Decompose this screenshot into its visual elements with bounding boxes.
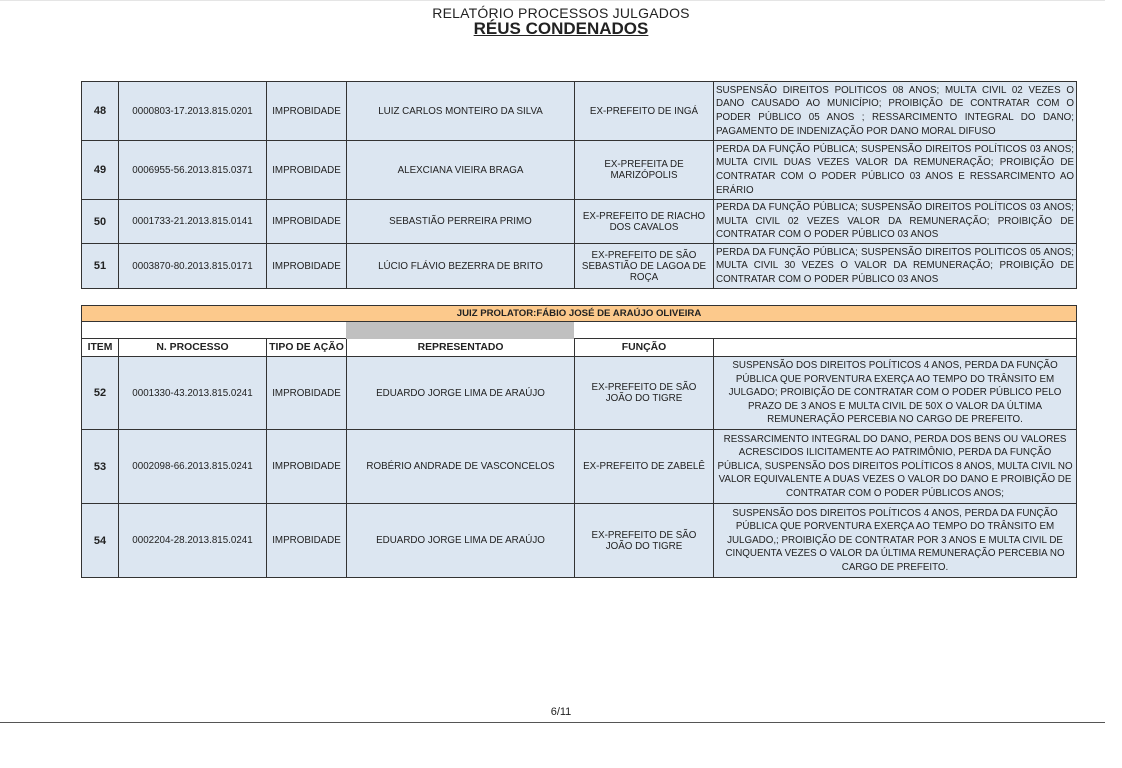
convictions-table-1 [81,81,1077,289]
sancao-cell: SUSPENSÃO DOS DIREITOS POLÍTICOS 4 ANOS, PERDA DA FUNÇÃO PÚBLICA QUE PORVENTURA EXERÇA AO TEMPO DO TRÂNSITO EM JULGADO; PROIBIÇÃO DE CONTRATAR COM O PODER PÚBLICO PELO PRAZO DE 3 ANOS E MULTA CIVIL DE 50X O VALOR DA ÚLTIMA REMUNERAÇÃO PERCEBIA NO CARGO DE PREFEITO. [714,357,1077,430]
table-row [82,244,1077,289]
processo-cell: 0003870-80.2013.815.0171 [119,244,267,289]
tipo-cell: IMPROBIDADE [267,141,347,200]
report-title: RELATÓRIO PROCESSOS JULGADOS [432,5,690,21]
representado-cell: ROBÉRIO ANDRADE DE VASCONCELOS [347,430,575,504]
item-cell: 54 [82,504,119,578]
col-sancao-header [714,339,1077,357]
item-cell: 48 [82,82,119,141]
funcao-cell: EX-PREFEITA DE MARIZÓPOLIS [575,141,714,200]
judge-row [82,306,1077,322]
judge-name: JUIZ PROLATOR:FÁBIO JOSÉ DE ARAÚJO OLIVEIRA [82,306,1077,322]
tipo-cell: IMPROBIDADE [267,200,347,244]
col-item-header: ITEM [82,339,119,357]
processo-cell: 0002098-66.2013.815.0241 [119,430,267,504]
representado-cell: ALEXCIANA VIEIRA BRAGA [347,141,575,200]
representado-cell: LUIZ CARLOS MONTEIRO DA SILVA [347,82,575,141]
funcao-cell: EX-PREFEITO DE SÃO JOÃO DO TIGRE [575,504,714,578]
tipo-cell: IMPROBIDADE [267,82,347,141]
bottom-rule [0,722,1105,723]
tipo-cell: IMPROBIDADE [267,430,347,504]
funcao-cell: EX-PREFEITO DE INGÁ [575,82,714,141]
sancao-cell: RESSARCIMENTO INTEGRAL DO DANO, PERDA DOS BENS OU VALORES ACRESCIDOS ILICITAMENTE AO PATRIMÔNIO, PERDA DA FUNÇÃO PÚBLICA, SUSPENSÃO DOS DIREITOS POLÍTICOS 8 ANOS, MULTA CIVIL NO VALOR EQUIVALENTE A DUAS VEZES O VALOR DO DANO E PROIBIÇÃO DE CONTRATAR COM O PODER PÚBLICOS ANOS; [714,430,1077,504]
item-cell: 52 [82,357,119,430]
processo-cell: 0001330-43.2013.815.0241 [119,357,267,430]
blank-row [82,322,1077,339]
header-row [82,339,1077,357]
funcao-cell: EX-PREFEITO DE RIACHO DOS CAVALOS [575,200,714,244]
table-row [82,200,1077,244]
sancao-cell: PERDA DA FUNÇÃO PÚBLICA; SUSPENSÃO DIREITOS POLÍTICOS 03 ANOS; MULTA CIVIL 02 VEZES VALOR DA REMUNERAÇÃO; PROIBIÇÃO DE CONTRATAR COM O PODER PÚBLICO 03 ANOS [714,200,1077,244]
top-rule [0,0,1105,1]
processo-cell: 0000803-17.2013.815.0201 [119,82,267,141]
table-row [82,430,1077,504]
item-cell: 49 [82,141,119,200]
representado-cell: EDUARDO JORGE LIMA DE ARAÚJO [347,504,575,578]
convictions-table-2 [81,305,1077,578]
funcao-cell: EX-PREFEITO DE SÃO SEBASTIÃO DE LAGOA DE ROÇA [575,244,714,289]
table-row [82,357,1077,430]
processo-cell: 0006955-56.2013.815.0371 [119,141,267,200]
funcao-cell: EX-PREFEITO DE SÃO JOÃO DO TIGRE [575,357,714,430]
table-row [82,504,1077,578]
sancao-cell: PERDA DA FUNÇÃO PÚBLICA; SUSPENSÃO DIREITOS POLÍTICOS 03 ANOS; MULTA CIVIL DUAS VEZES VALOR DA REMUNERAÇÃO; PROIBIÇÃO DE CONTRATAR COM O PODER PÚBLICO 03 ANOS E RESSARCIMENTO AO ERÁRIO [714,141,1077,200]
col-representado-header: REPRESENTADO [347,339,575,357]
table-row [82,141,1077,200]
sancao-cell: SUSPENSÃO DOS DIREITOS POLÍTICOS 4 ANOS, PERDA DA FUNÇÃO PÚBLICA QUE PORVENTURA EXERÇA AO TEMPO DO TRÂNSITO EM JULGADO,; PROIBIÇÃO DE CONTRATAR POR 3 ANOS E MULTA CIVIL DE CINQUENTA VEZES O VALOR DA ÚLTIMA REMUNERAÇÃO PERCEBIA NO CARGO DE PREFEITO. [714,504,1077,578]
item-cell: 53 [82,430,119,504]
representado-cell: LÚCIO FLÁVIO BEZERRA DE BRITO [347,244,575,289]
tipo-cell: IMPROBIDADE [267,357,347,430]
representado-cell: EDUARDO JORGE LIMA DE ARAÚJO [347,357,575,430]
gray-header-bar [346,322,574,339]
report-subtitle: RÉUS CONDENADOS [473,19,649,38]
blank-cell [82,322,1077,339]
tipo-cell: IMPROBIDADE [267,244,347,289]
col-processo-header: N. PROCESSO [119,339,267,357]
tipo-cell: IMPROBIDADE [267,504,347,578]
processo-cell: 0001733-21.2013.815.0141 [119,200,267,244]
representado-cell: SEBASTIÃO PERREIRA PRIMO [347,200,575,244]
item-cell: 51 [82,244,119,289]
processo-cell: 0002204-28.2013.815.0241 [119,504,267,578]
page-number: 6/11 [550,706,572,718]
col-tipo-header: TIPO DE AÇÃO [267,339,347,357]
table-row [82,82,1077,141]
sancao-cell: SUSPENSÃO DIREITOS POLITICOS 08 ANOS; MULTA CIVIL 02 VEZES O DANO CAUSADO AO MUNICÍPIO; PROIBIÇÃO DE CONTRATAR COM O PODER PÚBLICO 05 ANOS ; RESSARCIMENTO INTEGRAL DO DANO; PAGAMENTO DE INDENIZAÇÃO POR DANO MORAL DIFUSO [714,82,1077,141]
col-funcao-header: FUNÇÃO [575,339,714,357]
funcao-cell: EX-PREFEITO DE ZABELÊ [575,430,714,504]
sancao-cell: PERDA DA FUNÇÃO PÚBLICA; SUSPENSÃO DIREITOS POLITICOS 05 ANOS; MULTA CIVIL 30 VEZES O VALOR DA REMUNERAÇÃO; PROIBIÇÃO DE CONTRATAR COM O PODER PÚBLICO 03 ANOS [714,244,1077,289]
item-cell: 50 [82,200,119,244]
